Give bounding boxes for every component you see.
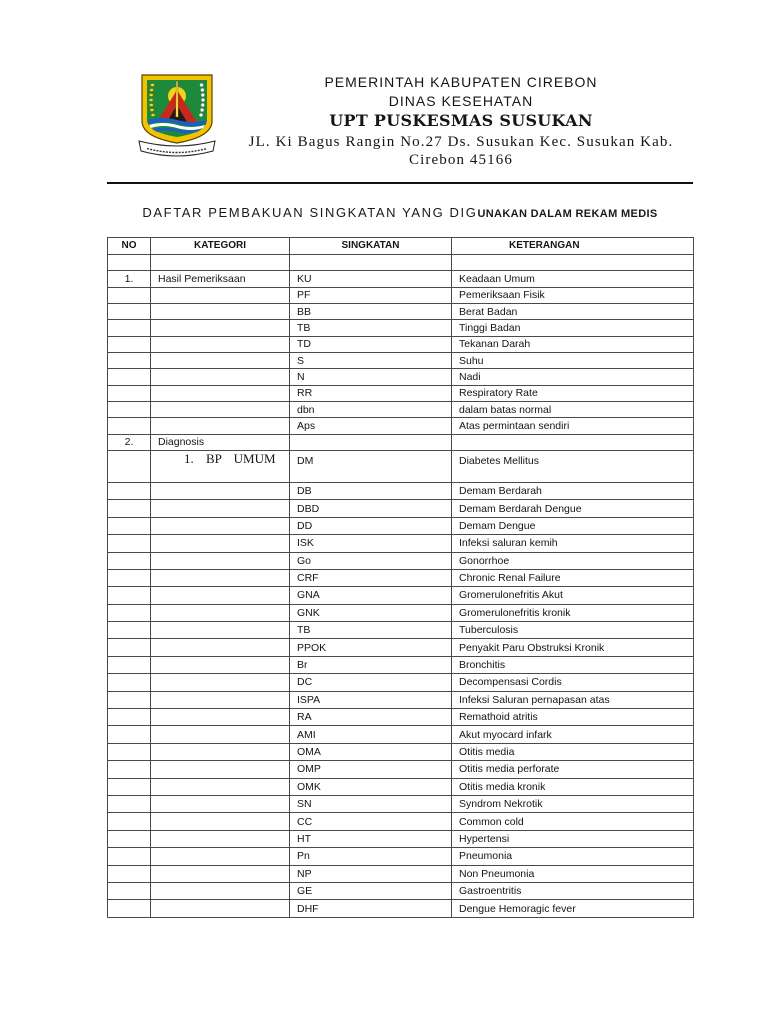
- cell-keterangan: Infeksi Saluran pernapasan atas: [452, 691, 694, 708]
- cell-no: [108, 569, 151, 586]
- table-row: [108, 369, 694, 385]
- table-row: [108, 287, 694, 303]
- regency-crest-icon: [137, 71, 217, 157]
- cell-singkatan: Go: [290, 552, 452, 569]
- cell-kategori: [151, 320, 290, 336]
- cell-keterangan: [452, 434, 694, 450]
- header-address: JL. Ki Bagus Rangin No.27 Ds. Susukan Kec. Susukan Kab.: [248, 134, 674, 150]
- cell-no: [108, 385, 151, 401]
- cell-no: [108, 535, 151, 552]
- cell-keterangan: Infeksi saluran kemih: [452, 535, 694, 552]
- cell-kategori: [151, 552, 290, 569]
- cell-no: [108, 517, 151, 534]
- table-row: [108, 587, 694, 604]
- cell-keterangan: Berat Badan: [452, 303, 694, 319]
- table-row: [108, 865, 694, 882]
- cell-no: [108, 287, 151, 303]
- cell-no: [108, 604, 151, 621]
- table-row: [108, 813, 694, 830]
- cell-no: [108, 401, 151, 417]
- cell-kategori: [151, 385, 290, 401]
- table-body: [108, 255, 694, 918]
- table-row: [108, 535, 694, 552]
- cell-singkatan: S: [290, 352, 452, 368]
- cell-no: [108, 691, 151, 708]
- cell-keterangan: Diabetes Mellitus: [452, 450, 694, 482]
- cell-keterangan: dalam batas normal: [452, 401, 694, 417]
- cell-kategori: [151, 761, 290, 778]
- table-row: [108, 500, 694, 517]
- cell-keterangan: Gromerulonefritis Akut: [452, 587, 694, 604]
- cell-singkatan: PPOK: [290, 639, 452, 656]
- table-header-row: [108, 238, 694, 255]
- cell-kategori: [151, 813, 290, 830]
- header-city: Cirebon 45166: [409, 152, 513, 168]
- table-row: [108, 726, 694, 743]
- cell-keterangan: Pemeriksaan Fisik: [452, 287, 694, 303]
- cell-singkatan: TB: [290, 622, 452, 639]
- table-row: [108, 352, 694, 368]
- cell-keterangan: Common cold: [452, 813, 694, 830]
- cell-kategori: [151, 535, 290, 552]
- cell-keterangan: Bronchitis: [452, 656, 694, 673]
- cell-keterangan: Otitis media: [452, 743, 694, 760]
- table-row: [108, 882, 694, 899]
- cell-kategori: [151, 604, 290, 621]
- cell-keterangan: Suhu: [452, 352, 694, 368]
- cell-kategori: Diagnosis: [151, 434, 290, 450]
- cell-singkatan: OMA: [290, 743, 452, 760]
- cell-keterangan: [452, 255, 694, 271]
- cell-no: [108, 450, 151, 482]
- cell-singkatan: CC: [290, 813, 452, 830]
- cell-no: [108, 882, 151, 899]
- cell-singkatan: PF: [290, 287, 452, 303]
- cell-no: [108, 622, 151, 639]
- cell-singkatan: Aps: [290, 418, 452, 434]
- cell-no: [108, 709, 151, 726]
- cell-keterangan: Akut myocard infark: [452, 726, 694, 743]
- cell-no: [108, 813, 151, 830]
- table-row: [108, 691, 694, 708]
- cell-kategori: Hasil Pemeriksaan: [151, 271, 290, 287]
- document-title-part1: DAFTAR PEMBAKUAN SINGKATAN YANG DIG: [142, 205, 478, 220]
- cell-kategori: [151, 743, 290, 760]
- table-row: [108, 569, 694, 586]
- cell-kategori: [151, 401, 290, 417]
- cell-kategori: [151, 336, 290, 352]
- cell-no: 1.: [108, 271, 151, 287]
- cell-singkatan: DHF: [290, 900, 452, 917]
- cell-no: [108, 900, 151, 917]
- cell-kategori: [151, 352, 290, 368]
- cell-singkatan: AMI: [290, 726, 452, 743]
- cell-keterangan: Tuberculosis: [452, 622, 694, 639]
- cell-kategori: [151, 287, 290, 303]
- cell-no: [108, 674, 151, 691]
- table-row: [108, 900, 694, 917]
- cell-no: [108, 587, 151, 604]
- cell-no: [108, 369, 151, 385]
- cell-kategori: [151, 778, 290, 795]
- cell-keterangan: Hypertensi: [452, 830, 694, 847]
- cell-keterangan: Tekanan Darah: [452, 336, 694, 352]
- cell-singkatan: KU: [290, 271, 452, 287]
- cell-singkatan: ISK: [290, 535, 452, 552]
- cell-keterangan: Pneumonia: [452, 848, 694, 865]
- cell-no: [108, 830, 151, 847]
- cell-kategori: [151, 691, 290, 708]
- cell-singkatan: [290, 434, 452, 450]
- cell-singkatan: GE: [290, 882, 452, 899]
- cell-singkatan: N: [290, 369, 452, 385]
- cell-keterangan: Chronic Renal Failure: [452, 569, 694, 586]
- document-title-part2: UNAKAN DALAM REKAM MEDIS: [477, 208, 658, 220]
- cell-keterangan: Penyakit Paru Obstruksi Kronik: [452, 639, 694, 656]
- cell-kategori: [151, 882, 290, 899]
- cell-kategori: [151, 900, 290, 917]
- cell-kategori: [151, 726, 290, 743]
- cell-keterangan: Gromerulonefritis kronik: [452, 604, 694, 621]
- document-title: [107, 204, 693, 223]
- cell-singkatan: Pn: [290, 848, 452, 865]
- cell-no: [108, 303, 151, 319]
- cell-kategori: [151, 865, 290, 882]
- table-row: [108, 255, 694, 271]
- cell-no: [108, 352, 151, 368]
- cell-kategori: [151, 517, 290, 534]
- cell-no: [108, 336, 151, 352]
- cell-keterangan: Nadi: [452, 369, 694, 385]
- logo-keris: [176, 81, 179, 117]
- header-department: DINAS KESEHATAN: [388, 93, 534, 109]
- column-header-keterangan: KETERANGAN: [452, 238, 694, 255]
- table-row: [108, 604, 694, 621]
- cell-kategori: [151, 569, 290, 586]
- cell-keterangan: Otitis media kronik: [452, 778, 694, 795]
- cell-singkatan: DM: [290, 450, 452, 482]
- cell-no: [108, 656, 151, 673]
- cell-kategori: 1. BP UMUM: [151, 450, 290, 482]
- cell-keterangan: Decompensasi Cordis: [452, 674, 694, 691]
- cell-no: [108, 865, 151, 882]
- cell-singkatan: DBD: [290, 500, 452, 517]
- column-header-kategori: KATEGORI: [151, 238, 290, 255]
- cell-keterangan: Respiratory Rate: [452, 385, 694, 401]
- table-row: [108, 303, 694, 319]
- table-row: [108, 552, 694, 569]
- table-row: [108, 622, 694, 639]
- cell-singkatan: RA: [290, 709, 452, 726]
- table-row: [108, 482, 694, 499]
- cell-kategori: [151, 255, 290, 271]
- table-row: [108, 401, 694, 417]
- cell-kategori: [151, 587, 290, 604]
- table-row: [108, 778, 694, 795]
- cell-no: [108, 848, 151, 865]
- cell-kategori: [151, 418, 290, 434]
- cell-kategori: [151, 848, 290, 865]
- cell-keterangan: Tinggi Badan: [452, 320, 694, 336]
- cell-no: [108, 500, 151, 517]
- table-row: [108, 450, 694, 482]
- cell-keterangan: Non Pneumonia: [452, 865, 694, 882]
- table-row: [108, 639, 694, 656]
- cell-keterangan: Demam Berdarah: [452, 482, 694, 499]
- cell-kategori: [151, 656, 290, 673]
- cell-kategori: [151, 482, 290, 499]
- cell-no: [108, 761, 151, 778]
- cell-no: [108, 778, 151, 795]
- cell-singkatan: NP: [290, 865, 452, 882]
- cell-kategori: [151, 622, 290, 639]
- cell-singkatan: RR: [290, 385, 452, 401]
- cell-no: [108, 795, 151, 812]
- cell-keterangan: Gastroentritis: [452, 882, 694, 899]
- cell-kategori: [151, 674, 290, 691]
- table-row: [108, 674, 694, 691]
- cell-kategori: [151, 303, 290, 319]
- cell-no: [108, 482, 151, 499]
- cell-no: 2.: [108, 434, 151, 450]
- cell-singkatan: dbn: [290, 401, 452, 417]
- cell-no: [108, 255, 151, 271]
- header-divider: [107, 182, 693, 184]
- table-row: [108, 743, 694, 760]
- table-row: [108, 336, 694, 352]
- cell-singkatan: SN: [290, 795, 452, 812]
- cell-kategori: [151, 500, 290, 517]
- cell-keterangan: Atas permintaan sendiri: [452, 418, 694, 434]
- column-header-no: NO: [108, 238, 151, 255]
- cell-singkatan: OMK: [290, 778, 452, 795]
- table-row: [108, 517, 694, 534]
- table-row: [108, 434, 694, 450]
- cell-singkatan: Br: [290, 656, 452, 673]
- cell-singkatan: [290, 255, 452, 271]
- cell-keterangan: Remathoid atritis: [452, 709, 694, 726]
- table-row: [108, 830, 694, 847]
- cell-singkatan: DC: [290, 674, 452, 691]
- cell-singkatan: DD: [290, 517, 452, 534]
- cell-singkatan: BB: [290, 303, 452, 319]
- cell-singkatan: ISPA: [290, 691, 452, 708]
- table-row: [108, 761, 694, 778]
- cell-keterangan: Demam Dengue: [452, 517, 694, 534]
- cell-singkatan: GNK: [290, 604, 452, 621]
- cell-no: [108, 320, 151, 336]
- cell-singkatan: TD: [290, 336, 452, 352]
- cell-kategori: [151, 369, 290, 385]
- header-government: PEMERINTAH KABUPATEN CIREBON: [324, 74, 598, 90]
- cell-kategori: [151, 830, 290, 847]
- cell-keterangan: Demam Berdarah Dengue: [452, 500, 694, 517]
- cell-singkatan: TB: [290, 320, 452, 336]
- cell-singkatan: DB: [290, 482, 452, 499]
- cell-singkatan: HT: [290, 830, 452, 847]
- column-header-singkatan: SINGKATAN: [290, 238, 452, 255]
- cell-kategori: [151, 709, 290, 726]
- cell-no: [108, 743, 151, 760]
- cell-no: [108, 639, 151, 656]
- table-row: [108, 385, 694, 401]
- cell-singkatan: CRF: [290, 569, 452, 586]
- cell-no: [108, 552, 151, 569]
- cell-keterangan: Dengue Hemoragic fever: [452, 900, 694, 917]
- cell-no: [108, 726, 151, 743]
- cell-singkatan: GNA: [290, 587, 452, 604]
- table-row: [108, 848, 694, 865]
- header-institution: UPT PUSKESMAS SUSUKAN: [329, 111, 593, 130]
- table-row: [108, 320, 694, 336]
- table-row: [108, 271, 694, 287]
- table-row: [108, 418, 694, 434]
- cell-kategori: [151, 639, 290, 656]
- cell-singkatan: OMP: [290, 761, 452, 778]
- cell-keterangan: Gonorrhoe: [452, 552, 694, 569]
- table-row: [108, 709, 694, 726]
- cell-kategori: [151, 795, 290, 812]
- table-row: [108, 656, 694, 673]
- cell-keterangan: Syndrom Nekrotik: [452, 795, 694, 812]
- table-row: [108, 795, 694, 812]
- cell-keterangan: Keadaan Umum: [452, 271, 694, 287]
- abbreviation-table: [107, 237, 694, 918]
- cell-no: [108, 418, 151, 434]
- cell-keterangan: Otitis media perforate: [452, 761, 694, 778]
